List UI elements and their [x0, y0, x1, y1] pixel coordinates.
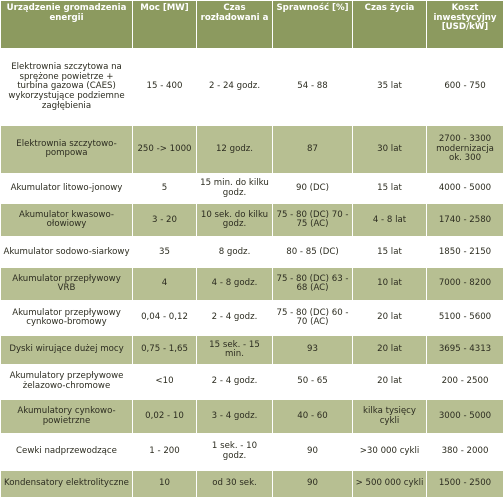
- cell-lifetime: 4 - 8 lat: [353, 204, 427, 237]
- cell-device: Kondensatory elektrolityczne: [1, 471, 133, 498]
- cell-discharge-time: 2 - 4 godz.: [197, 365, 273, 400]
- cell-discharge-time: 15 sek. - 15 min.: [197, 336, 273, 365]
- cell-investment-cost: 1740 - 2580: [427, 204, 503, 237]
- header-efficiency: Sprawność [%]: [273, 1, 353, 49]
- cell-device: Cewki nadprzewodzące: [1, 434, 133, 471]
- cell-device: Akumulator litowo-jonowy: [1, 173, 133, 204]
- cell-device: Akumulatory przepływowe żelazowo-chromowe: [1, 365, 133, 400]
- cell-lifetime: 30 lat: [353, 126, 427, 173]
- cell-device: Elektrownia szczytowo-pompowa: [1, 126, 133, 173]
- cell-investment-cost: 7000 - 8200: [427, 268, 503, 301]
- cell-investment-cost: 2700 - 3300 modernizacja ok. 300: [427, 126, 503, 173]
- cell-lifetime: 10 lat: [353, 268, 427, 301]
- cell-investment-cost: 1850 - 2150: [427, 237, 503, 268]
- cell-power: 4: [133, 268, 197, 301]
- cell-discharge-time: 10 sek. do kilku godz.: [197, 204, 273, 237]
- cell-discharge-time: od 30 sek.: [197, 471, 273, 498]
- table-row: [1, 49, 503, 126]
- cell-lifetime: 35 lat: [353, 49, 427, 126]
- cell-discharge-time: 8 godz.: [197, 237, 273, 268]
- cell-efficiency: 75 - 80 (DC) 60 - 70 (AC): [273, 301, 353, 336]
- table-row: [1, 301, 503, 336]
- cell-device: Akumulator przepływowy cynkowo-bromowy: [1, 301, 133, 336]
- cell-power: 3 - 20: [133, 204, 197, 237]
- cell-efficiency: 54 - 88: [273, 49, 353, 126]
- cell-efficiency: 90 (DC): [273, 173, 353, 204]
- cell-lifetime: 15 lat: [353, 237, 427, 268]
- cell-power: 0,75 - 1,65: [133, 336, 197, 365]
- cell-efficiency: 80 - 85 (DC): [273, 237, 353, 268]
- table-row: [1, 126, 503, 173]
- cell-device: Akumulator sodowo-siarkowy: [1, 237, 133, 268]
- table-row: [1, 173, 503, 204]
- cell-discharge-time: 1 sek. - 10 godz.: [197, 434, 273, 471]
- header-discharge-time: Czas rozładowani a: [197, 1, 273, 49]
- cell-investment-cost: 5100 - 5600: [427, 301, 503, 336]
- cell-efficiency: 40 - 60: [273, 400, 353, 434]
- cell-lifetime: > 500 000 cykli: [353, 471, 427, 498]
- cell-lifetime: 20 lat: [353, 336, 427, 365]
- cell-efficiency: 75 - 80 (DC) 63 - 68 (AC): [273, 268, 353, 301]
- cell-investment-cost: 3000 - 5000: [427, 400, 503, 434]
- cell-device: Akumulatory cynkowo-powietrzne: [1, 400, 133, 434]
- cell-lifetime: 15 lat: [353, 173, 427, 204]
- cell-power: <10: [133, 365, 197, 400]
- cell-power: 0,04 - 0,12: [133, 301, 197, 336]
- cell-lifetime: kilka tysięcy cykli: [353, 400, 427, 434]
- table-header: [1, 1, 503, 49]
- cell-device: Akumulator kwasowo-ołowiowy: [1, 204, 133, 237]
- cell-efficiency: 87: [273, 126, 353, 173]
- cell-power: 250 -> 1000: [133, 126, 197, 173]
- cell-investment-cost: 1500 - 2500: [427, 471, 503, 498]
- cell-power: 10: [133, 471, 197, 498]
- cell-power: 35: [133, 237, 197, 268]
- cell-power: 1 - 200: [133, 434, 197, 471]
- table-body: [1, 49, 503, 498]
- cell-investment-cost: 200 - 2500: [427, 365, 503, 400]
- cell-power: 5: [133, 173, 197, 204]
- table-row: [1, 471, 503, 498]
- cell-efficiency: 90: [273, 471, 353, 498]
- cell-discharge-time: 15 min. do kilku godz.: [197, 173, 273, 204]
- table-row: [1, 400, 503, 434]
- cell-device: Akumulator przepływowy VRB: [1, 268, 133, 301]
- table-row: [1, 204, 503, 237]
- cell-efficiency: 93: [273, 336, 353, 365]
- cell-power: 15 - 400: [133, 49, 197, 126]
- cell-discharge-time: 4 - 8 godz.: [197, 268, 273, 301]
- header-power: Moc [MW]: [133, 1, 197, 49]
- cell-investment-cost: 4000 - 5000: [427, 173, 503, 204]
- cell-lifetime: 20 lat: [353, 365, 427, 400]
- header-device: Urządzenie gromadzenia energii: [1, 1, 133, 49]
- header-row: [1, 1, 503, 49]
- cell-efficiency: 50 - 65: [273, 365, 353, 400]
- cell-device: Dyski wirujące dużej mocy: [1, 336, 133, 365]
- cell-efficiency: 75 - 80 (DC) 70 - 75 (AC): [273, 204, 353, 237]
- cell-investment-cost: 380 - 2000: [427, 434, 503, 471]
- cell-device: Elektrownia szczytowa na sprężone powietrze + turbina gazowa (CAES) wykorzystujące podziemne zagłębienia: [1, 49, 133, 126]
- table-row: [1, 336, 503, 365]
- cell-lifetime: >30 000 cykli: [353, 434, 427, 471]
- cell-power: 0,02 - 10: [133, 400, 197, 434]
- table-row: [1, 268, 503, 301]
- cell-lifetime: 20 lat: [353, 301, 427, 336]
- cell-investment-cost: 3695 - 4313: [427, 336, 503, 365]
- header-investment-cost: Koszt inwestycyjny [USD/kW]: [427, 1, 503, 49]
- cell-investment-cost: 600 - 750: [427, 49, 503, 126]
- cell-discharge-time: 2 - 4 godz.: [197, 301, 273, 336]
- table-row: [1, 365, 503, 400]
- cell-efficiency: 90: [273, 434, 353, 471]
- cell-discharge-time: 12 godz.: [197, 126, 273, 173]
- header-lifetime: Czas życia: [353, 1, 427, 49]
- table-row: [1, 237, 503, 268]
- cell-discharge-time: 2 - 24 godz.: [197, 49, 273, 126]
- table-row: [1, 434, 503, 471]
- cell-discharge-time: 3 - 4 godz.: [197, 400, 273, 434]
